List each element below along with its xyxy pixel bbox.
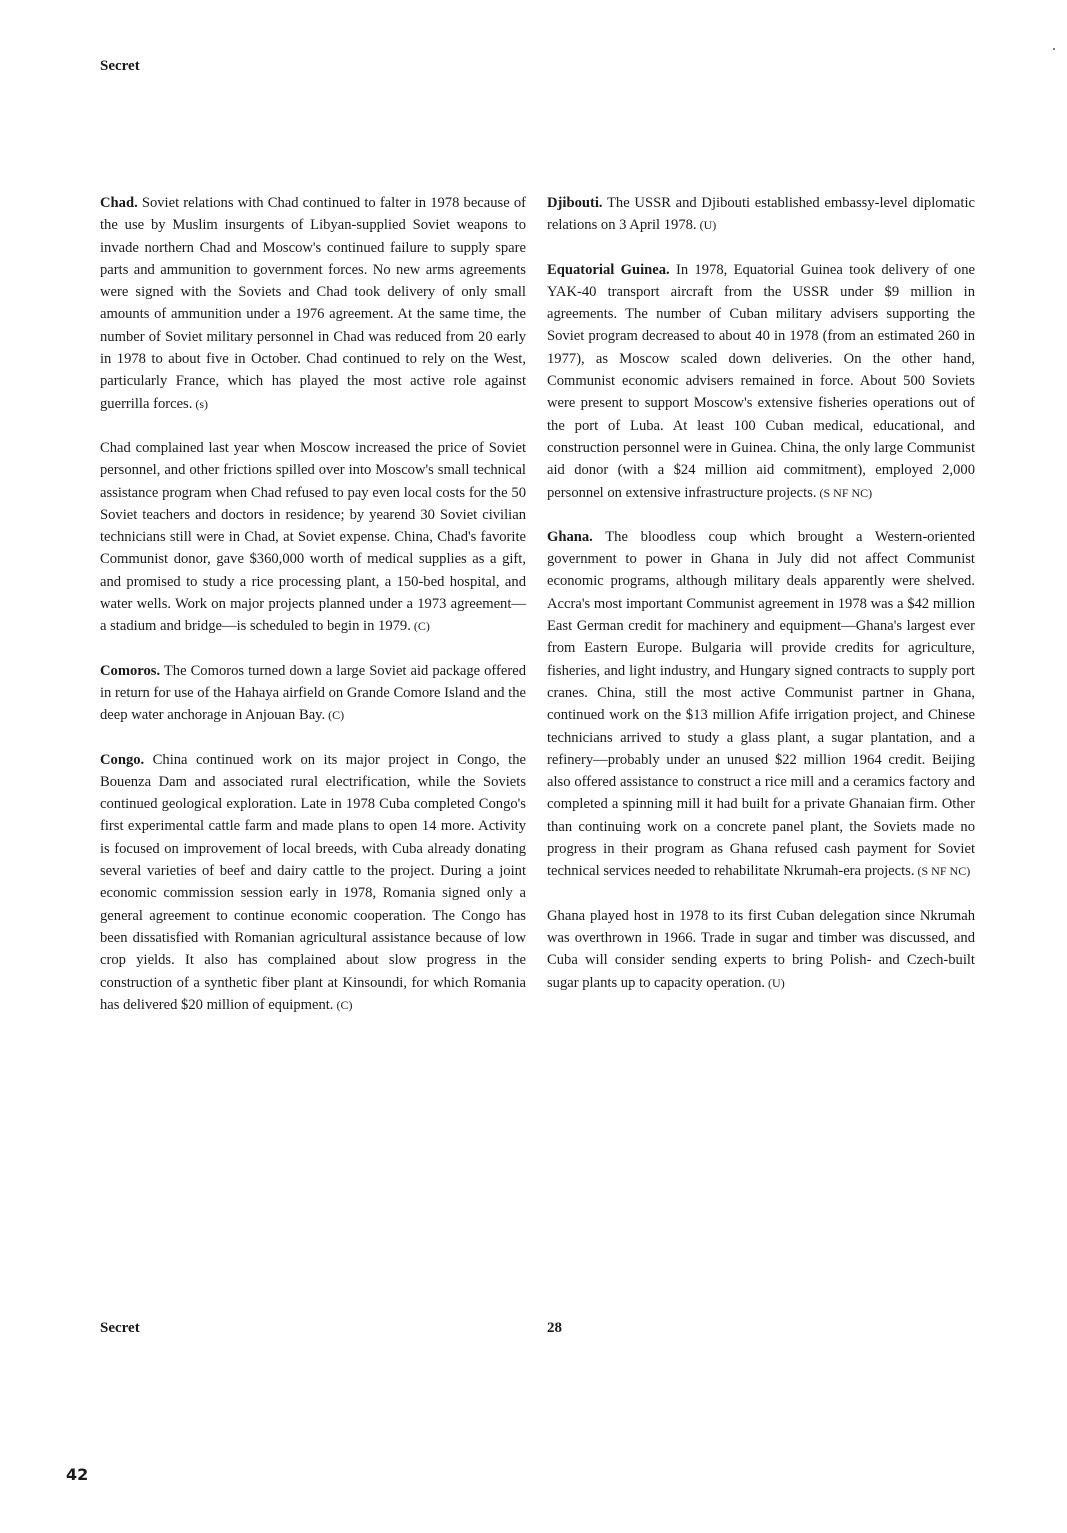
country-heading: Congo.	[100, 751, 145, 768]
page-number: 28	[547, 1320, 562, 1336]
country-heading: Djibouti.	[547, 195, 603, 211]
classification-marking: (U)	[765, 975, 785, 990]
footer-classification: Secret	[100, 1320, 140, 1336]
paragraph-chad	[100, 192, 526, 415]
country-heading: Equatorial Guinea.	[547, 261, 670, 278]
classification-marking: (s)	[192, 396, 209, 411]
paragraph-congo	[100, 749, 526, 1017]
sheet-number: 42	[66, 1465, 89, 1484]
paragraph-body: The USSR and Djibouti established embassy-level diplomatic relations on 3 April 1978.	[547, 195, 975, 234]
right-column	[547, 192, 975, 1016]
classification-marking: (C)	[333, 997, 353, 1012]
classification-marking: (S NF NC)	[914, 864, 971, 879]
classification-marking: (C)	[410, 619, 430, 634]
classification-marking: (S NF NC)	[816, 485, 873, 500]
paragraph-body: Chad complained last year when Moscow increased the price of Soviet personnel, and other frictions spilled over into Moscow's small technical assistance program when Chad refused to pay even local costs for the 50 Soviet teachers and doctors in residence; by yearend 30 Soviet civilian technicians still were in Chad, at Soviet expense. China, Chad's favorite Communist donor, gave $360,000 worth of medical supplies as a gift, and promised to study a rice processing plant, a 150-bed hospital, and water wells. Work on major projects planned under a 1973 agreement—a stadium and bridge—is scheduled to begin in 1979.	[100, 439, 526, 635]
header-classification: Secret	[100, 58, 140, 74]
paragraph-ghana	[547, 526, 975, 883]
paragraph-body: China continued work on its major project in Congo, the Bouenza Dam and associated rural electrification, while the Soviets continued geological exploration. Late in 1978 Cuba completed Congo's first experimental cattle farm and made plans to open 14 more. Activity is focused on improvement of local breeds, with Cuba already donating several varieties of beef and dairy cattle to the project. During a joint economic commission session early in 1978, Romania signed only a general agreement to continue economic cooperation. The Congo has been dissatisfied with Romanian agricultural assistance because of low crop yields. It also has complained about slow progress in the construction of a synthetic fiber plant at Kinsoundi, for which Romania has delivered $20 million of equipment.	[100, 751, 526, 1013]
country-heading: Ghana.	[547, 528, 593, 545]
paragraph-body: The Comoros turned down a large Soviet aid package offered in return for use of the Hahaya airfield on Grande Comore Island and the deep water anchorage in Anjouan Bay.	[100, 662, 526, 724]
left-column	[100, 192, 526, 1038]
classification-marking: (C)	[325, 708, 345, 723]
paragraph-chad-2	[100, 437, 526, 638]
classification-marking: (U)	[696, 218, 717, 233]
country-heading: Comoros.	[100, 662, 161, 679]
paragraph-body: Soviet relations with Chad continued to falter in 1978 because of the use by Muslim insurgents of Libyan-supplied Soviet weapons to invade northern Chad and Moscow's continued failure to supply spare parts and ammunition to government forces. No new arms agreements were signed with the Soviets and Chad took delivery of only small amounts of ammunition under a 1976 agreement. At the same time, the number of Soviet military personnel in Chad was reduced from 20 early in 1978 to about five in October. Chad continued to rely on the West, particularly France, which has played the most active role against guerrilla forces.	[100, 195, 526, 412]
paragraph-body: The bloodless coup which brought a Western-oriented government to power in Ghana in July did not affect Communist economic programs, although military deals apparently were shelved. Accra's most important Communist agreement in 1978 was a $42 million East German credit for machinery and equipment—Ghana's largest ever from Eastern Europe. Bulgaria will provide credits for agriculture, fisheries, and light industry, and Hungary signed contracts to supply port cranes. China, still the most active Communist partner in Ghana, continued work on the $13 million Afife irrigation project, and Chinese technicians arrived to study a glass plant, a sugar plantation, and a refinery—probably under an unused $22 million 1964 credit. Beijing also offered assistance to construct a rice mill and a ceramics factory and completed a spinning mill it had built for a private Ghanaian firm. Other than continuing work on a concrete panel plant, the Soviets made no progress in their program as Ghana refused cash payment for Soviet technical services needed to rehabilitate Nkrumah-era projects.	[547, 528, 975, 880]
paragraph-body: In 1978, Equatorial Guinea took delivery of one YAK-40 transport aircraft from the USSR under $9 million in agreements. The number of Cuban military advisers supporting the Soviet program decreased to about 40 in 1978 (from an estimated 260 in 1977), as Moscow scaled down deliveries. On the other hand, Communist economic advisers remained in force. About 500 Soviets were present to support Moscow's extensive fisheries operations out of the port of Luba. At least 100 Cuban medical, educational, and construction personnel were in Guinea. China, the only large Communist aid donor (with a $24 million aid commitment), employed 2,000 personnel on extensive infrastructure projects.	[547, 261, 976, 501]
paragraph-comoros	[100, 660, 526, 727]
paragraph-djibouti	[547, 192, 975, 237]
scan-speck	[1053, 48, 1055, 50]
paragraph-equatorial-guinea	[547, 259, 975, 504]
paragraph-ghana-2	[547, 905, 975, 994]
paragraph-body: Ghana played host in 1978 to its first Cuban delegation since Nkrumah was overthrown in 1966. Trade in sugar and timber was discussed, and Cuba will consider sending experts to bring Polish- and Czech-built sugar plants up to capacity operation.	[547, 907, 975, 991]
country-heading: Chad.	[100, 195, 138, 211]
